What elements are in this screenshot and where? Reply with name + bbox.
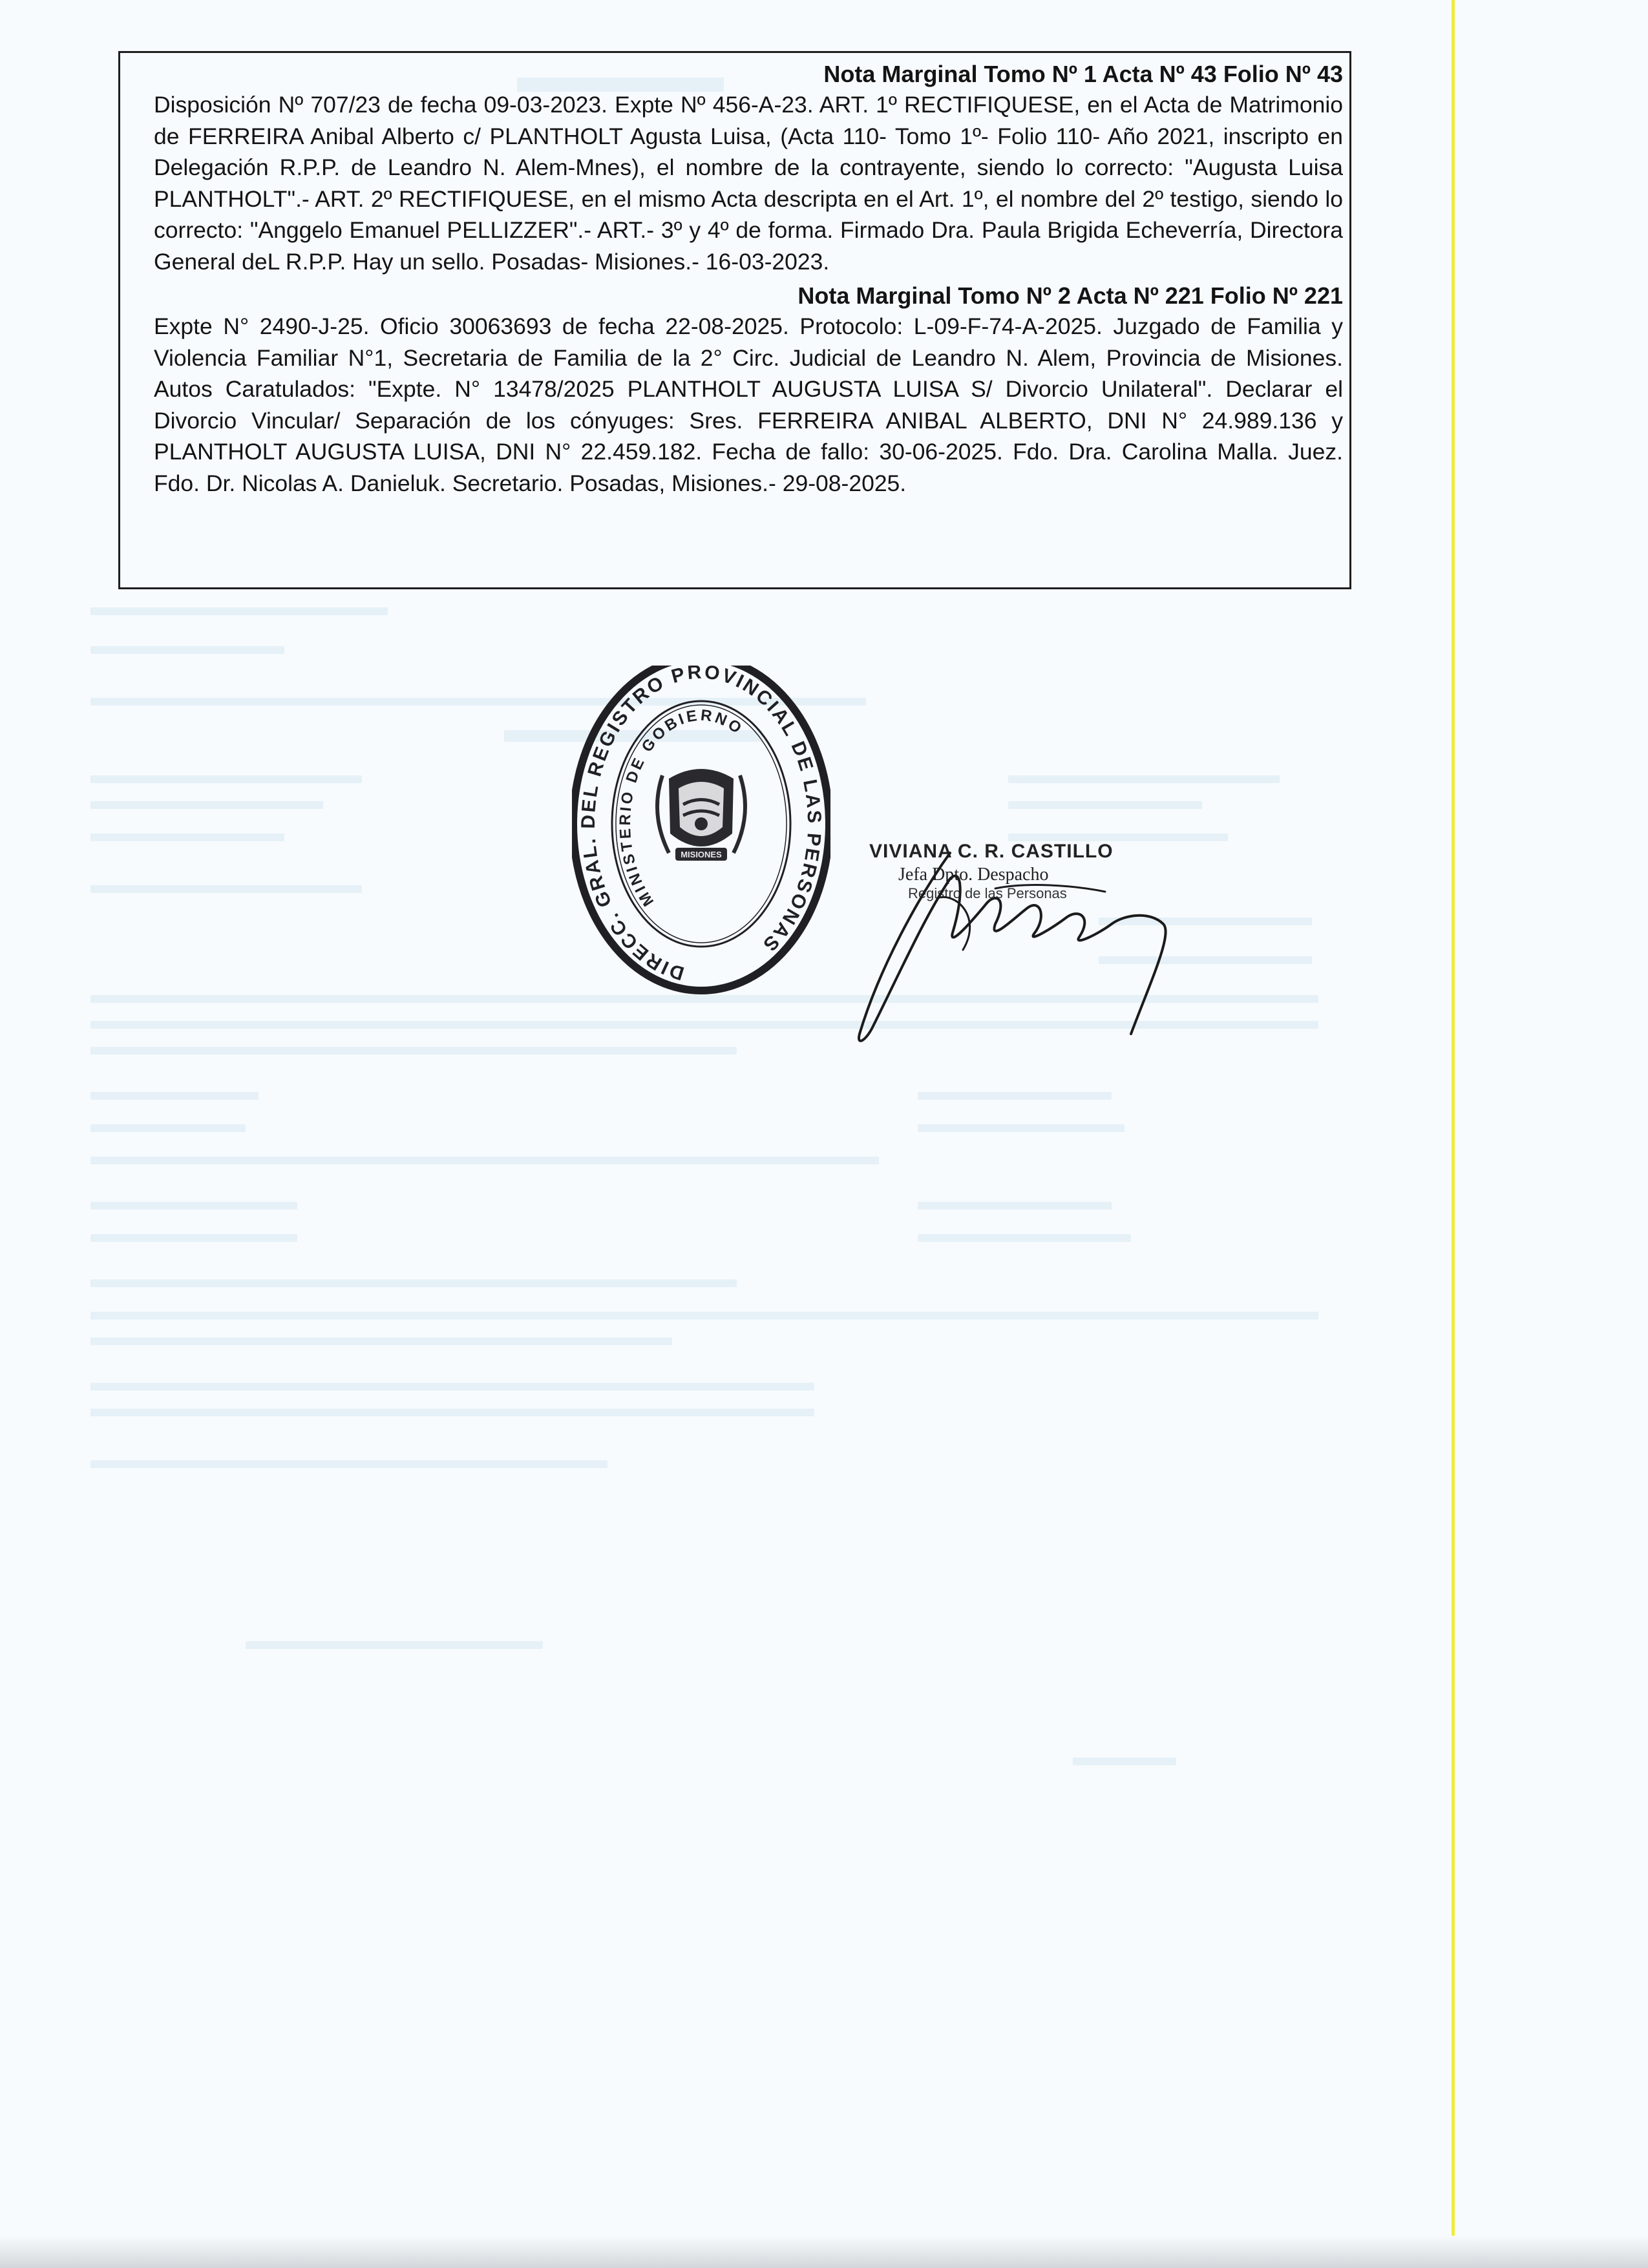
signer-department: Registro de las Personas (908, 885, 1067, 901)
note-1-title: Nota Marginal Tomo Nº 1 Acta Nº 43 Folio Nº 43 (823, 61, 1343, 87)
note-2-body: Expte N° 2490-J-25. Oficio 30063693 de fecha 22-08-2025. Protocolo: L-09-F-74-A-2025. Juzgado de Familia y Violencia Familiar N°1, Secretaria de Familia de la 2° Circ. Judicial de Leandro N. Alem, Provincia de Misiones. Autos Caratulados: "Expte. N° 13478/2025 PLANTHOLT AUGUSTA LUISA S/ Divorcio Unilateral". Declarar el Divorcio Vincular/ Separación de los cónyuges: Sres. FERREIRA ANIBAL ALBERTO, DNI N° 24.989.136 y PLANTHOLT AUGUSTA LUISA, DNI N° 22.459.182. Fecha de fallo: 30-06-2025. Fdo. Dra. Carolina Malla. Juez. Fdo. Dr. Nicolas A. Danieluk. Secretario. Posadas, Misiones.- 29-08-2025. (154, 313, 1343, 496)
marginal-notes-box (118, 51, 1351, 589)
signer-name: VIVIANA C. R. CASTILLO (869, 841, 1114, 862)
note-2-title: Nota Marginal Tomo Nº 2 Acta Nº 221 Folio Nº 221 (798, 282, 1343, 309)
scan-edge-shadow (0, 2236, 1648, 2268)
provincial-coat-of-arms-icon (657, 769, 745, 861)
official-stamp (572, 666, 830, 1008)
signer-role: Jefa Dpto. Despacho (898, 865, 1049, 885)
handwritten-signature (801, 821, 1202, 1060)
stamp-inner-text: MINISTERIO DE GOBIERNO (616, 706, 747, 910)
highlighter-margin-line (1452, 0, 1455, 2268)
stamp-outer-text: DIRECC. GRAL. DEL REGISTRO PROVINCIAL DE LAS PERSONAS (577, 666, 825, 984)
svg-text:MISIONES: MISIONES (681, 850, 722, 859)
note-1-body: Disposición Nº 707/23 de fecha 09-03-2023. Expte Nº 456-A-23. ART. 1º RECTIFIQUESE, en el Acta de Matrimonio de FERREIRA Anibal Alberto c/ PLANTHOLT Agusta Luisa, (Acta 110- Tomo 1º- Folio 110- Año 2021, inscripto en Delegación R.P.P. de Leandro N. Alem-Mnes), el nombre de la contrayente, siendo lo correcto: "Augusta Luisa PLANTHOLT".- ART. 2º RECTIFIQUESE, en el mismo Acta descripta en el Art. 1º, el nombre del 2º testigo, siendo lo correcto: "Anggelo Emanuel PELLIZZER".- ART.- 3º y 4º de forma. Firmado Dra. Paula Brigida Echeverría, Directora General deL R.P.P. Hay un sello. Posadas- Misiones.- 16-03-2023. (154, 92, 1343, 275)
